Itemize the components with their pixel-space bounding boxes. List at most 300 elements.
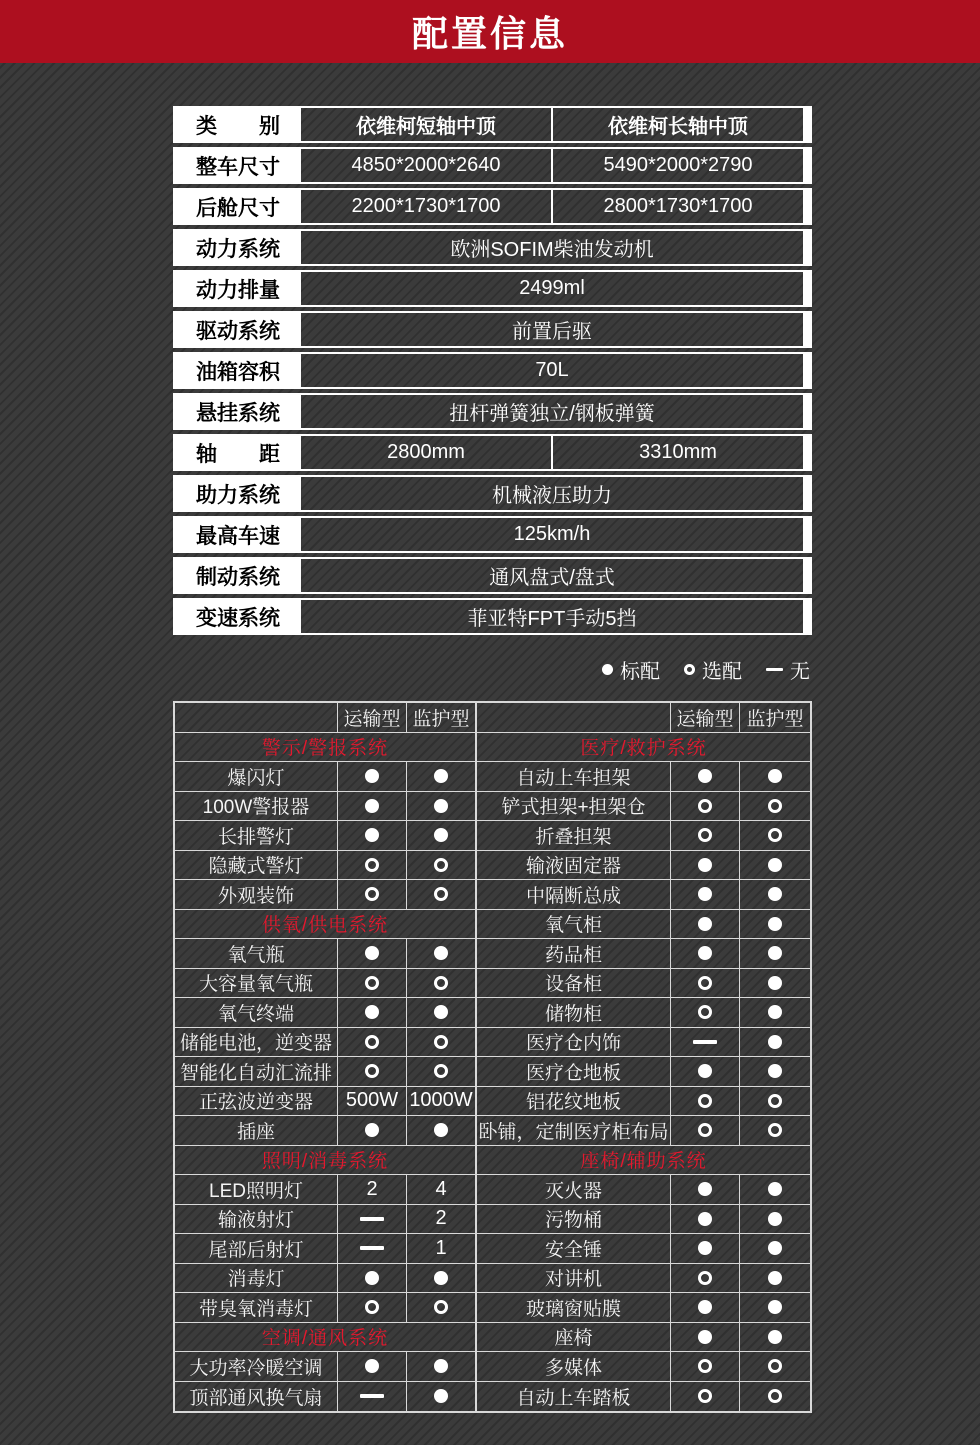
feature-value-monitor [407,1116,475,1145]
standard-dot-icon [434,1359,448,1373]
feature-label: 中隔断总成 [477,880,671,909]
feature-value-monitor [740,792,810,821]
feature-value-monitor [407,1028,475,1057]
standard-dot-icon [698,917,712,931]
feature-label: 顶部通风换气扇 [175,1382,338,1412]
feature-row [175,851,475,881]
feature-label: 医疗仓内饰 [477,1028,671,1057]
standard-dot-icon [768,1064,782,1078]
feature-label: 氧气柜 [477,910,671,939]
feature-label: 消毒灯 [175,1264,338,1293]
feature-value-monitor [407,1352,475,1381]
feature-row [175,792,475,822]
feature-label: 尾部后射灯 [175,1234,338,1263]
legend [173,655,812,684]
feature-row [175,1352,475,1382]
feature-label: 插座 [175,1116,338,1145]
legend-item [602,655,660,684]
feature-table [173,701,812,1413]
standard-dot-icon [365,1271,379,1285]
feature-label: 输液固定器 [477,851,671,880]
spec-values [301,313,803,346]
feature-value-transport [671,1352,740,1381]
feature-value-monitor [740,1116,810,1145]
feature-value-monitor [740,821,810,850]
optional-ring-icon [698,1271,712,1285]
spec-values [301,354,803,387]
spec-label: 整车尺寸 [175,149,301,182]
feature-value-monitor [740,969,810,998]
optional-ring-icon [434,858,448,872]
feature-value-transport [338,998,407,1027]
feature-label: 对讲机 [477,1264,671,1293]
spec-label: 悬挂系统 [175,395,301,428]
feature-row [175,969,475,999]
spec-table [173,106,812,635]
feature-row [175,880,475,910]
optional-ring-icon [434,1035,448,1049]
spec-label: 轴 距 [175,436,301,469]
feature-row [477,1028,810,1058]
feature-label: 灭火器 [477,1175,671,1204]
feature-label: 自动上车担架 [477,762,671,791]
feature-row [175,1175,475,1205]
feature-value-transport [338,1234,407,1263]
feature-header-row [477,703,810,733]
spec-value: 70L [535,359,569,381]
feature-label: 长排警灯 [175,821,338,850]
spec-values [301,190,803,223]
feature-label: 氧气瓶 [175,939,338,968]
standard-dot-icon [434,1271,448,1285]
feature-value-transport [671,939,740,968]
feature-label: 100W警报器 [175,792,338,821]
spec-row [173,147,812,184]
feature-value-text: 1 [435,1236,447,1259]
feature-value-monitor [407,762,475,791]
feature-value-transport [671,880,740,909]
feature-label: 设备柜 [477,969,671,998]
feature-row [477,1205,810,1235]
feature-value-transport [671,1323,740,1352]
spec-values [301,395,803,428]
optional-ring-icon [698,1359,712,1373]
spec-label: 制动系统 [175,559,301,592]
legend-label: 标配 [620,661,660,683]
column-header-transport: 运输型 [671,703,740,732]
feature-header-blank [477,703,671,732]
feature-row [175,1234,475,1264]
standard-dot-icon [434,1123,448,1137]
section-title: 空调/通风系统 [261,1328,389,1350]
feature-row [175,1382,475,1412]
section-row [477,1146,810,1176]
spec-row [173,106,812,143]
standard-dot-icon [434,1389,448,1403]
feature-value-transport [338,1116,407,1145]
feature-value-transport [671,1205,740,1234]
none-dash-icon [360,1394,384,1398]
standard-dot-icon [768,1035,782,1049]
section-title: 座椅/辅助系统 [580,1151,707,1173]
feature-value-text: 2 [366,1177,378,1200]
optional-ring-icon [768,1123,782,1137]
feature-value-monitor [740,998,810,1027]
feature-value-transport [338,880,407,909]
feature-value-monitor [740,1087,810,1116]
standard-dot-icon [365,1359,379,1373]
feature-value-monitor [740,1175,810,1204]
feature-row [477,1057,810,1087]
spec-row [173,516,812,553]
feature-row [175,1205,475,1235]
spec-label: 变速系统 [175,600,301,633]
standard-dot-icon [768,887,782,901]
header-banner [0,0,980,63]
spec-row [173,352,812,389]
feature-value-monitor [740,1352,810,1381]
feature-value-transport [338,969,407,998]
feature-label: 折叠担架 [477,821,671,850]
feature-value-transport [671,1116,740,1145]
spec-label: 类 别 [175,108,301,141]
feature-value-monitor [740,1057,810,1086]
feature-label: 正弦波逆变器 [175,1087,338,1116]
feature-row [175,821,475,851]
feature-value-monitor [407,1175,475,1204]
standard-dot-icon [698,1064,712,1078]
standard-dot-icon [698,858,712,872]
standard-dot-icon [768,1300,782,1314]
feature-value-monitor [740,762,810,791]
standard-dot-icon [698,1182,712,1196]
feature-value-text: 4 [435,1177,447,1200]
section-row [175,733,475,763]
feature-value-monitor [407,792,475,821]
page-title: 配置信息 [411,13,568,54]
optional-ring-icon [768,1389,782,1403]
feature-value-transport [338,1264,407,1293]
optional-ring-icon [698,1005,712,1019]
feature-value-monitor [740,1382,810,1412]
feature-row [477,1382,810,1412]
feature-label: 外观装饰 [175,880,338,909]
spec-label: 最高车速 [175,518,301,551]
feature-value-text: 500W [345,1089,399,1112]
feature-label: 安全锤 [477,1234,671,1263]
feature-value-transport [671,1028,740,1057]
standard-dot-icon [365,799,379,813]
feature-value-transport [338,1175,407,1204]
feature-row [477,1175,810,1205]
feature-value-monitor [740,1234,810,1263]
feature-value-monitor [740,880,810,909]
standard-dot-icon [768,946,782,960]
legend-item [684,655,742,684]
column-header-transport: 运输型 [338,703,407,732]
standard-dot-icon [434,769,448,783]
spec-value: 前置后驱 [512,321,592,343]
optional-ring-icon [434,976,448,990]
spec-row [173,393,812,430]
feature-row [175,939,475,969]
column-header-monitor: 监护型 [746,708,804,730]
spec-value: 依维柯短轴中顶 [356,116,496,138]
optional-ring-icon [365,858,379,872]
feature-value-transport [671,1234,740,1263]
spec-label: 油箱容积 [175,354,301,387]
feature-row [175,1057,475,1087]
spec-label: 动力排量 [175,272,301,305]
spec-label: 动力系统 [175,231,301,264]
column-header-monitor: 监护型 [412,708,470,730]
spec-values [301,272,803,305]
feature-value-transport [671,851,740,880]
feature-label: 大功率冷暖空调 [175,1352,338,1381]
feature-value-text: 1000W [409,1089,473,1112]
feature-value-transport [338,1382,407,1412]
spec-row [173,188,812,225]
feature-value-monitor [407,1087,475,1116]
section-title: 照明/消毒系统 [261,1151,389,1173]
optional-ring-icon [365,1064,379,1078]
feature-table-right [475,703,810,1411]
standard-dot-icon [768,1182,782,1196]
feature-row [477,1352,810,1382]
spec-row [173,229,812,266]
feature-row [477,821,810,851]
none-dash-icon [766,668,783,671]
none-dash-icon [693,1040,717,1044]
feature-row [477,939,810,969]
spec-value: 欧洲SOFIM柴油发动机 [450,239,654,261]
standard-dot-icon [768,1330,782,1344]
feature-label: 多媒体 [477,1352,671,1381]
feature-label: 爆闪灯 [175,762,338,791]
section-title: 医疗/救护系统 [580,738,707,760]
standard-dot-icon [365,1005,379,1019]
feature-value-text: 2 [435,1207,447,1230]
spec-value: 依维柯长轴中顶 [551,108,803,141]
feature-row [175,1264,475,1294]
spec-value: 扭杆弹簧独立/钢板弹簧 [449,403,655,425]
feature-value-transport [338,1205,407,1234]
feature-row [477,998,810,1028]
optional-ring-icon [434,887,448,901]
optional-ring-icon [365,1035,379,1049]
legend-item [766,655,810,684]
standard-dot-icon [768,976,782,990]
feature-label: 大容量氧气瓶 [175,969,338,998]
feature-value-transport [671,1175,740,1204]
feature-value-transport [338,792,407,821]
feature-row [477,851,810,881]
feature-value-transport [671,998,740,1027]
feature-label: 输液射灯 [175,1205,338,1234]
spec-label: 驱动系统 [175,313,301,346]
spec-value: 机械液压助力 [492,485,612,507]
feature-label: 卧铺，定制医疗柜布局 [477,1116,671,1145]
feature-row [477,1293,810,1323]
feature-row [477,1323,810,1353]
none-dash-icon [360,1217,384,1221]
standard-dot-icon [698,1330,712,1344]
feature-row [477,762,810,792]
feature-label: 自动上车踏板 [477,1382,671,1412]
feature-row [477,1264,810,1294]
spec-row [173,598,812,635]
feature-row [175,1028,475,1058]
feature-row [175,1116,475,1146]
spec-label: 助力系统 [175,477,301,510]
optional-ring-icon [698,828,712,842]
feature-value-monitor [407,1057,475,1086]
spec-value: 2499ml [519,277,585,299]
feature-value-monitor [407,1264,475,1293]
feature-value-transport [671,762,740,791]
feature-label: 座椅 [477,1323,671,1352]
standard-dot-icon [768,858,782,872]
feature-value-transport [338,939,407,968]
feature-value-transport [338,1057,407,1086]
standard-dot-icon [768,917,782,931]
feature-value-monitor [407,998,475,1027]
standard-dot-icon [698,1212,712,1226]
feature-label: 带臭氧消毒灯 [175,1293,338,1322]
optional-ring-icon [434,1064,448,1078]
standard-dot-icon [768,1271,782,1285]
standard-dot-icon [768,1005,782,1019]
spec-row [173,557,812,594]
feature-value-transport [338,1028,407,1057]
feature-value-monitor [740,1028,810,1057]
spec-value: 3310mm [551,436,803,469]
feature-row [175,1087,475,1117]
section-row [175,1146,475,1176]
standard-dot-icon [434,1005,448,1019]
optional-ring-icon [768,1359,782,1373]
feature-value-monitor [740,1323,810,1352]
feature-label: 医疗仓地板 [477,1057,671,1086]
feature-label: 铲式担架+担架仓 [477,792,671,821]
section-row [175,910,475,940]
standard-dot-icon [698,769,712,783]
standard-dot-icon [698,946,712,960]
feature-table-left [175,703,475,1411]
section-title: 警示/警报系统 [261,738,389,760]
standard-dot-icon [768,1212,782,1226]
feature-value-monitor [407,851,475,880]
spec-value: 2200*1730*1700 [351,195,501,217]
feature-label: 铝花纹地板 [477,1087,671,1116]
optional-ring-icon [365,1300,379,1314]
standard-dot-icon [434,946,448,960]
feature-value-monitor [407,821,475,850]
feature-row [477,792,810,822]
legend-label: 选配 [702,661,742,683]
optional-ring-icon [698,976,712,990]
feature-row [477,910,810,940]
feature-value-transport [671,910,740,939]
feature-value-transport [671,1057,740,1086]
spec-values [301,149,803,182]
feature-value-transport [338,1293,407,1322]
feature-label: 氧气终端 [175,998,338,1027]
feature-label: 储物柜 [477,998,671,1027]
section-title: 供氧/供电系统 [261,915,389,937]
spec-row [173,270,812,307]
feature-row [477,1234,810,1264]
feature-value-monitor [407,1382,475,1412]
feature-row [477,1116,810,1146]
spec-row [173,311,812,348]
feature-header-row [175,703,475,733]
spec-value: 4850*2000*2640 [351,154,501,176]
feature-value-transport [671,969,740,998]
feature-label: 储能电池，逆变器 [175,1028,338,1057]
feature-value-transport [338,821,407,850]
optional-ring-icon [684,664,695,675]
spec-row [173,434,812,471]
feature-row [477,969,810,999]
standard-dot-icon [698,887,712,901]
optional-ring-icon [365,976,379,990]
optional-ring-icon [698,799,712,813]
feature-header-blank [175,703,338,732]
standard-dot-icon [365,1123,379,1137]
section-row [175,1323,475,1353]
optional-ring-icon [768,799,782,813]
standard-dot-icon [768,769,782,783]
spec-value: 125km/h [513,523,591,545]
feature-value-monitor [740,939,810,968]
feature-value-monitor [740,910,810,939]
spec-value: 2800mm [387,441,465,463]
legend-label: 无 [790,661,810,683]
standard-dot-icon [768,1241,782,1255]
feature-value-monitor [740,1205,810,1234]
optional-ring-icon [434,1300,448,1314]
standard-dot-icon [365,769,379,783]
standard-dot-icon [698,1241,712,1255]
feature-value-monitor [407,969,475,998]
spec-value: 2800*1730*1700 [551,190,803,223]
feature-value-transport [338,851,407,880]
feature-value-monitor [407,939,475,968]
standard-dot-icon [365,828,379,842]
spec-value: 通风盘式/盘式 [489,567,615,589]
standard-dot-icon [434,799,448,813]
none-dash-icon [360,1246,384,1250]
spec-values [301,600,803,633]
spec-values [301,477,803,510]
feature-value-transport [671,821,740,850]
feature-row [477,1087,810,1117]
spec-values [301,108,803,141]
feature-label: LED照明灯 [175,1175,338,1204]
feature-row [477,880,810,910]
feature-value-transport [338,762,407,791]
standard-dot-icon [434,828,448,842]
spec-row [173,475,812,512]
feature-label: 药品柜 [477,939,671,968]
standard-dot-icon [602,664,613,675]
optional-ring-icon [365,887,379,901]
spec-values [301,518,803,551]
optional-ring-icon [698,1389,712,1403]
feature-value-monitor [407,1205,475,1234]
spec-values [301,436,803,469]
